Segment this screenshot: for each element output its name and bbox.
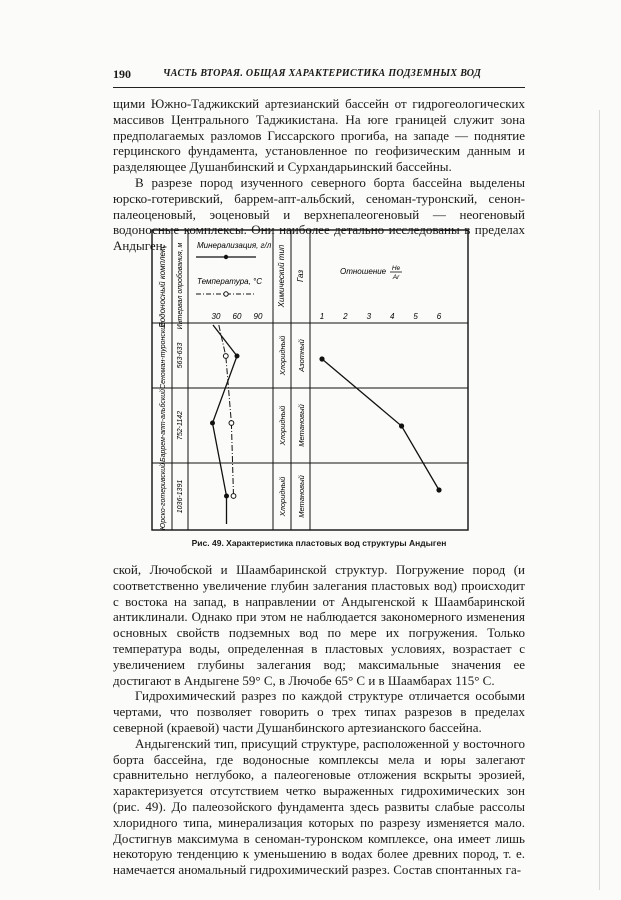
row-chemtype-label: Хлоридный [278,405,287,446]
temperature-point [223,354,228,359]
mineralization-point [235,354,240,359]
x-tick-label: 60 [232,312,242,321]
header-rule [113,87,525,88]
row-chemtype-label: Хлоридный [278,476,287,517]
paragraph: ской, Лючобской и Шаамбаринской структур. Погружение пород (и соответственно увеличение глубин залегания пластовых вод) происходит с востока на запад, в направлении от Андыгенской к Шаамбаринской антиклинали. Однако при этом не наблюдается закономерного изменения основных свойств подземных вод по мере их погружения. Только температура воды, определенная в пластовых условиях, возрастает с увеличением глубины залегания вод; максимальные значения ее достигают в Андыгене 59° С, в Лючобе 65° С и в Шаамбарах 115° С. [113,562,525,688]
paragraph: В разрезе пород изученного северного борта бассейна выделены юрско-готеривский, баррем-апт-альбский, сеноман-туронский, сенон-палеоценовый, эоценовый и верхнепалеогеновый — неогеновый водоносные комплексы. Они наиболее детально исследованы в пределах Андыген- [113,174,525,254]
ratio-line [322,359,439,490]
ratio-numerator: He [391,265,401,272]
row-gas-label: Метановый [297,475,306,518]
column-header-chemtype: Химический тип [277,244,286,308]
running-title: ЧАСТЬ ВТОРАЯ. ОБЩАЯ ХАРАКТЕРИСТИКА ПОДЗЕМНЫХ ВОД [163,68,482,79]
row-depth-label: 1036-1391 [177,479,184,514]
row-complex-label: Юрско-готеривский [160,463,167,530]
legend-mineralization-marker [224,255,228,259]
legend-temperature-marker [224,292,228,296]
ratio-point [319,356,324,361]
x-tick-label: 6 [436,312,442,321]
row-complex-label: Баррем-апт-альбский [160,389,167,462]
x-tick-label: 3 [366,312,372,321]
body-text-bottom [113,562,525,878]
x-tick-label: 30 [211,312,221,321]
ratio-point [436,487,441,492]
ratio-title: Отношение [340,267,387,276]
paragraph: Гидрохимический разрез по каждой структуре отличается особыми чертами, что позволяет говорить о трех типах разрезов в пределах северной (краевой) части Душанбинского артезианского бассейна. [113,688,525,735]
mineralization-point [224,494,229,499]
row-labels [159,322,306,530]
legend-temperature-label: Температура, °С [197,277,263,286]
x-tick-label: 2 [343,312,348,321]
column-header-complex: Водоносный комплекс [158,244,167,328]
x-tick-label: 1 [319,312,325,321]
ratio-denominator: Ar [392,274,400,281]
ratio-ticks [320,312,442,321]
column-header-depth: Интервал опробования, м [177,242,184,330]
figure-49 [150,228,470,538]
temperature-point [229,421,234,426]
ratio-plot [319,356,441,492]
row-depth-label: 563-633 [177,342,184,369]
page-number: 190 [113,67,131,81]
mineralization-point [210,421,215,426]
mineral-temp-plot [210,325,240,524]
column-header-gas: Газ [296,269,305,283]
row-gas-label: Азотный [297,339,306,372]
x-tick-label: 90 [253,312,263,321]
paragraph: Андыгенский тип, присущий структуре, расположенной у восточного борта бассейна, где водоносные комплексы мела и юры залегают сравнительно неглубоко, а палеогеновые отложения вскрыты эрозией, характеризуется отсутствием четко выраженных гидрохимических зон (рис. 49). До палеозойского фундамента здесь развиты слабые рассолы хлоридного типа, минерализация которых по разрезу изменяется мало. Достигнув максимума в сеноман-туронском комплексе, она имеет лишь некоторую тенденцию к уменьшению в водах более древних пород, т. е. намечается аномальный гидрохимический разрез. Состав спонтанных га- [113,735,525,878]
paragraph: щими Южно-Таджикский артезианский бассейн от гидрогеологических массивов Центрального Таджикистана. На юге границей служит зона предполагаемых разломов Гиссарского прогиба, на западе — поднятие герцинского фундамента, установленное по геофизическим данным и разделяющее Душанбинский и Сурхандарьинский бассейны. [113,96,525,175]
figure-caption: Рис. 49. Характеристика пластовых вод структуры Андыген [191,538,447,548]
row-gas-label: Метановый [297,404,306,447]
row-depth-label: 752-1142 [177,410,184,441]
x-tick-label: 5 [413,312,418,321]
page-edge-shadow [599,110,600,890]
x-tick-label: 4 [389,312,395,321]
legend-mineralization-label: Минерализация, г/л [197,241,272,250]
ratio-point [399,423,404,428]
mineral-temp-ticks [212,312,263,321]
row-complex-label: Сеноман-туронский [160,322,167,389]
temperature-point [231,494,236,499]
row-chemtype-label: Хлоридный [278,335,287,376]
